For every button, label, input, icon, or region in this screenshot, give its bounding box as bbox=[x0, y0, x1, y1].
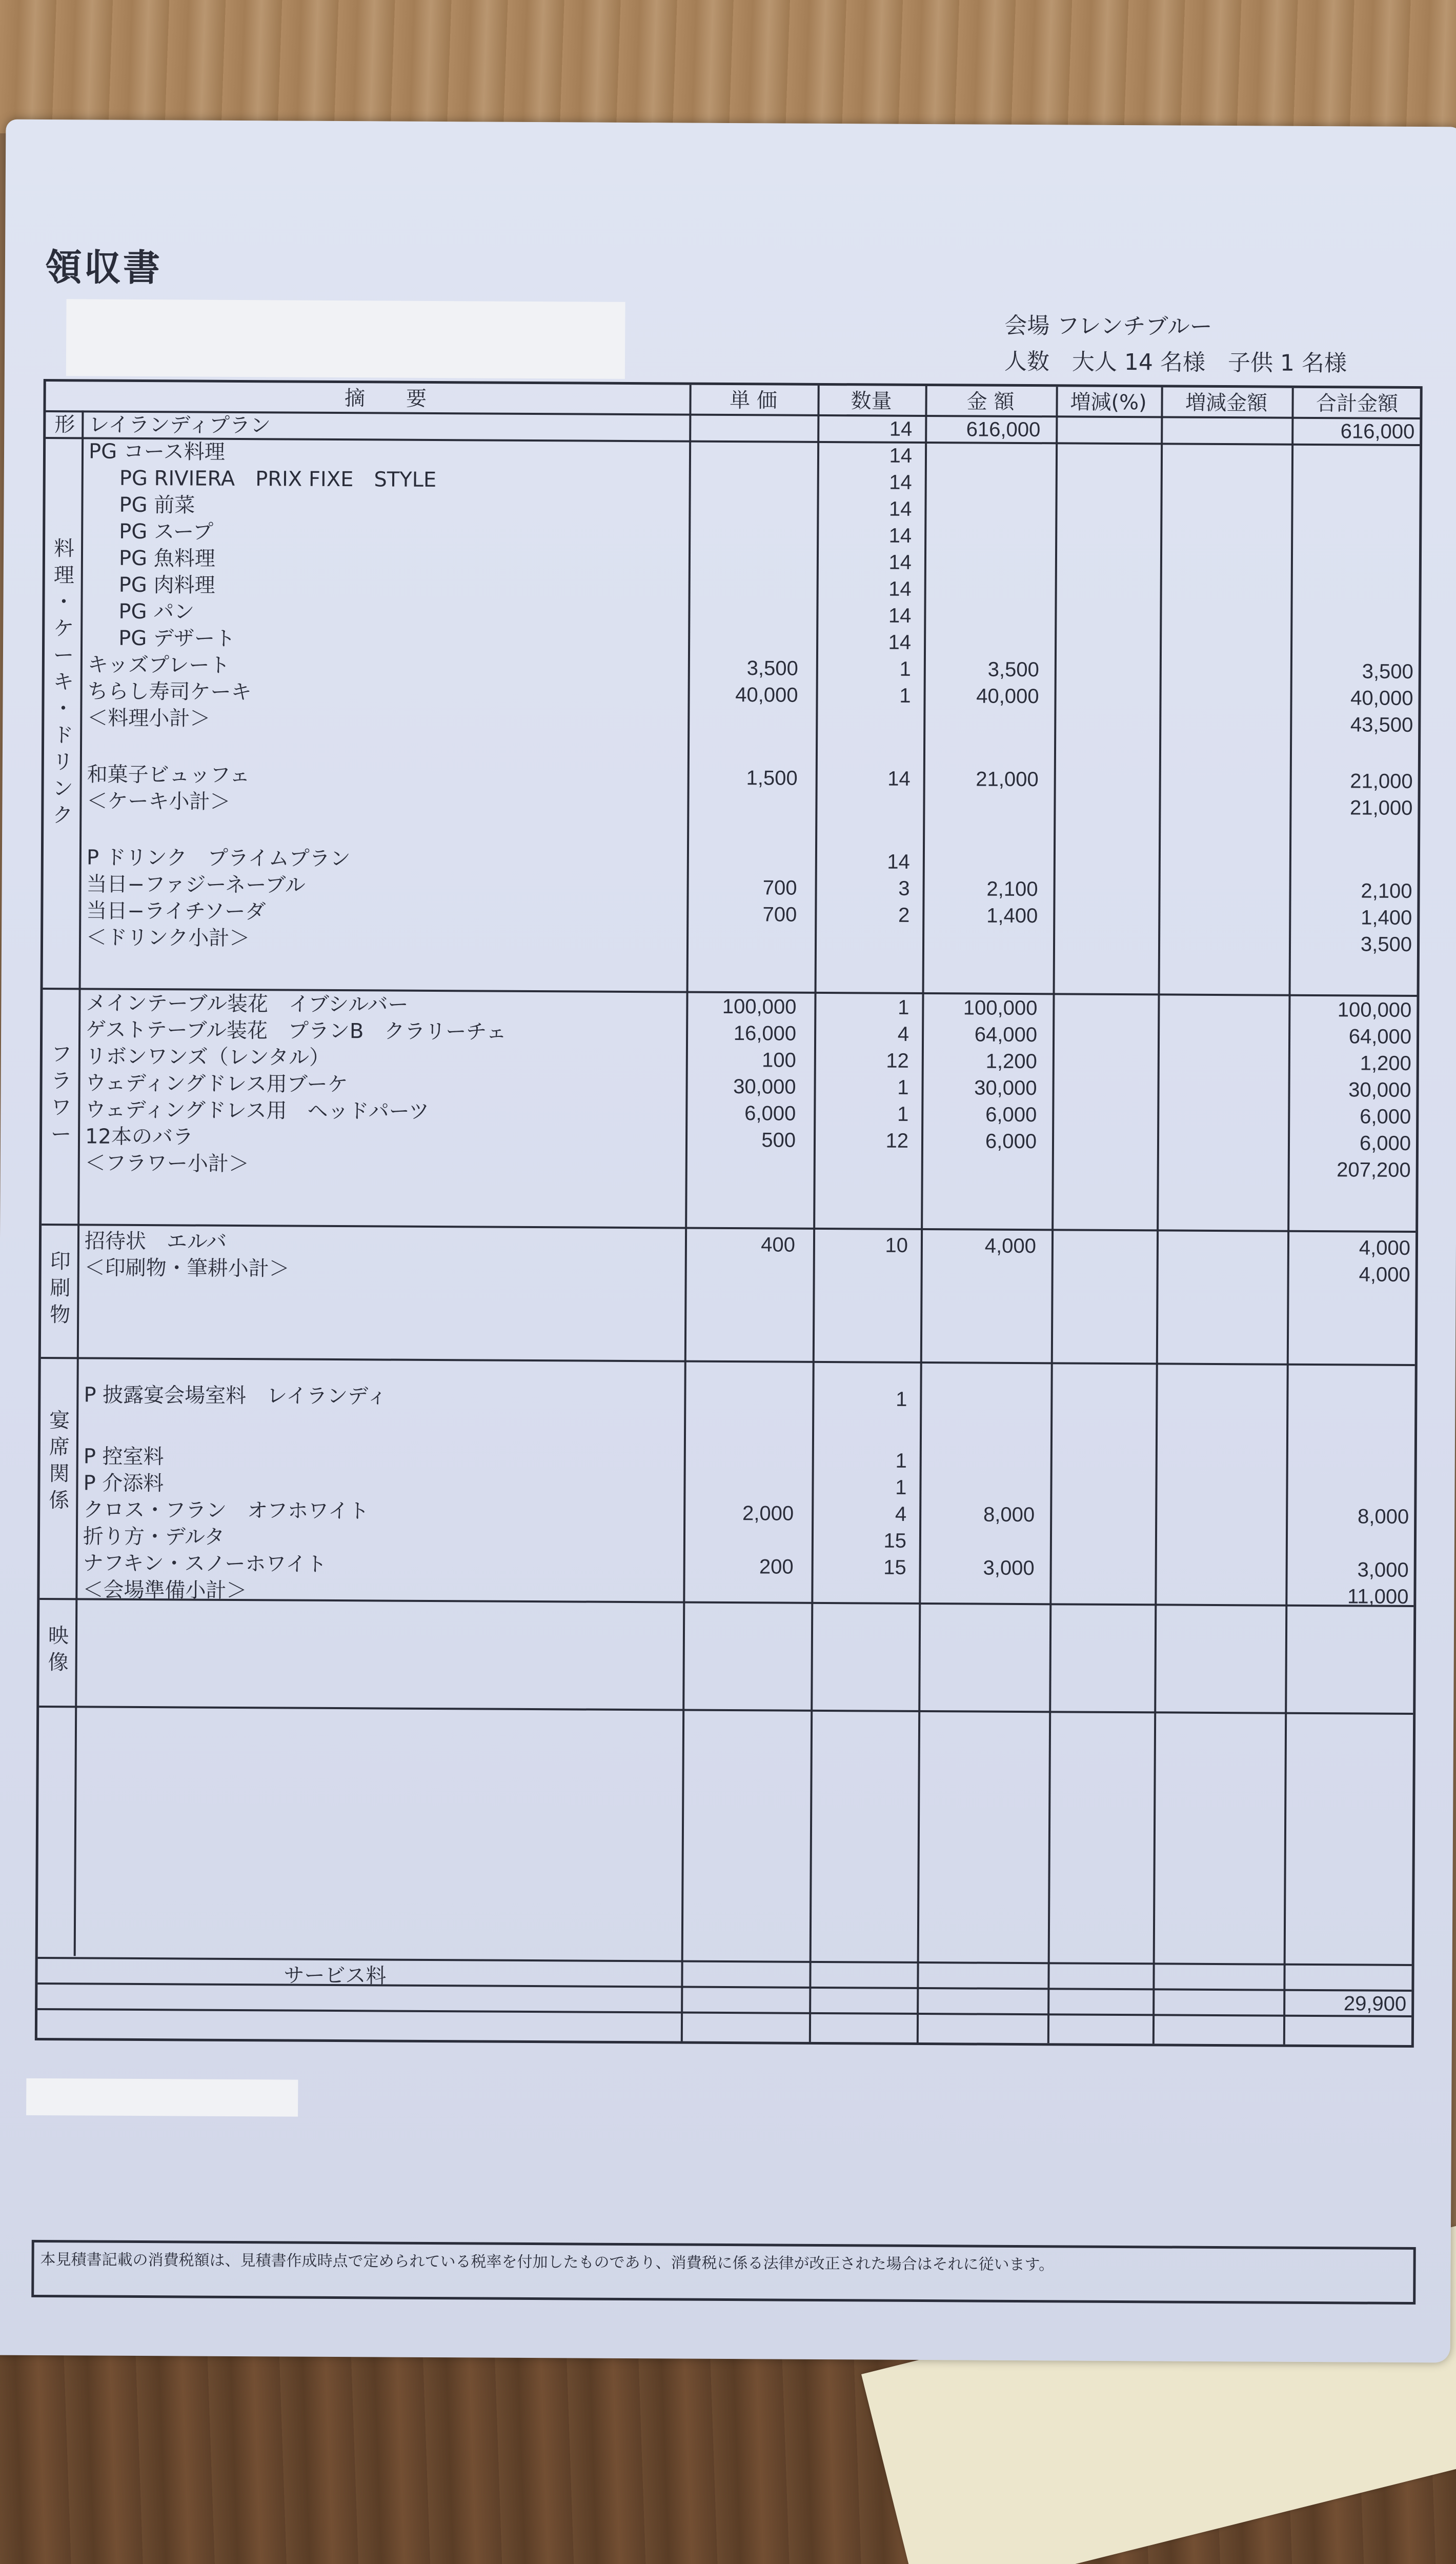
redacted-footer bbox=[26, 2078, 298, 2117]
col-divider bbox=[681, 385, 692, 2041]
item-description: 招待状 エルバ bbox=[84, 1229, 227, 1254]
item-description: 当日−ファジーネーブル bbox=[86, 872, 306, 897]
col-divider bbox=[1047, 387, 1058, 2043]
item-description: 当日−ライチソーダ bbox=[86, 899, 266, 924]
item-quantity: 1 bbox=[897, 1103, 909, 1126]
header-adj: 増減金額 bbox=[1185, 391, 1268, 415]
item-description: メインテーブル装花 イブシルバー bbox=[86, 991, 409, 1017]
item-amount bbox=[925, 1474, 1035, 1475]
item-unit-price bbox=[694, 548, 799, 549]
item-quantity: 1 bbox=[895, 1476, 907, 1499]
item-total: 40,000 bbox=[1350, 687, 1413, 710]
item-quantity: 1 bbox=[899, 684, 911, 707]
row-divider bbox=[39, 1706, 1413, 1715]
service-charge-label: サービス料 bbox=[284, 1964, 387, 1988]
item-description: PG スープ bbox=[119, 519, 214, 544]
item-quantity: 4 bbox=[895, 1503, 907, 1526]
item-amount: 64,000 bbox=[974, 1023, 1038, 1047]
category-video: 映 像 bbox=[48, 1624, 69, 1675]
item-unit-price: 700 bbox=[762, 903, 797, 926]
item-quantity: 12 bbox=[885, 1129, 909, 1152]
receipt-table bbox=[35, 379, 1423, 2048]
item-description: PG 魚料理 bbox=[118, 546, 215, 571]
wood-background-top bbox=[0, 0, 1456, 133]
item-amount: 1,400 bbox=[986, 904, 1038, 928]
category-plan: 形 bbox=[54, 413, 75, 437]
item-amount bbox=[925, 1386, 1036, 1387]
item-description: 折り方・デルタ bbox=[83, 1525, 225, 1549]
item-total: 3,500 bbox=[1360, 933, 1412, 956]
item-total: 100,000 bbox=[1337, 998, 1412, 1021]
item-quantity: 15 bbox=[883, 1556, 906, 1579]
item-total: 3,500 bbox=[1362, 660, 1413, 683]
item-quantity: 14 bbox=[888, 604, 912, 627]
header-amount: 金 額 bbox=[966, 390, 1015, 414]
item-total: 4,000 bbox=[1359, 1263, 1410, 1286]
category-print: 印 刷 物 bbox=[50, 1250, 71, 1327]
item-description: ＜会場準備小計＞ bbox=[83, 1578, 247, 1603]
item-quantity: 1 bbox=[898, 996, 909, 1019]
item-total: 43,500 bbox=[1350, 713, 1413, 736]
category-banquet: 宴 席 関 係 bbox=[49, 1409, 70, 1513]
header-total: 合計金額 bbox=[1316, 391, 1399, 416]
item-amount: 1,200 bbox=[985, 1050, 1037, 1073]
tax-note-box bbox=[31, 2240, 1416, 2305]
item-amount: 3,500 bbox=[987, 658, 1039, 682]
item-amount: 4,000 bbox=[984, 1234, 1037, 1258]
item-unit-price bbox=[694, 468, 799, 469]
category-flower: フ ラ ワ ー bbox=[50, 1043, 72, 1147]
header-qty: 数量 bbox=[851, 389, 892, 413]
item-description: ＜フラワー小計＞ bbox=[85, 1151, 249, 1176]
item-description: PG 肉料理 bbox=[118, 573, 215, 597]
redacted-name bbox=[66, 299, 625, 379]
item-unit-price bbox=[690, 1385, 795, 1386]
item-total bbox=[1292, 1388, 1410, 1389]
item-unit-price: 1,500 bbox=[746, 767, 798, 790]
item-unit-price: 2,000 bbox=[742, 1502, 794, 1525]
item-quantity: 14 bbox=[888, 524, 912, 547]
item-amount: 30,000 bbox=[974, 1076, 1037, 1100]
item-description: P 介添料 bbox=[83, 1471, 164, 1496]
item-quantity: 14 bbox=[888, 497, 912, 520]
item-description: ちらし寿司ケーキ bbox=[87, 679, 252, 705]
item-amount: 8,000 bbox=[983, 1503, 1035, 1527]
document-title: 領収書 bbox=[45, 245, 163, 290]
item-description: PG デザート bbox=[118, 626, 236, 651]
item-description: レイランディプラン bbox=[89, 413, 271, 438]
item-description: P ドリンク プライムプラン bbox=[86, 846, 351, 871]
item-quantity: 1 bbox=[899, 657, 911, 680]
item-quantity: 1 bbox=[897, 1076, 909, 1099]
item-unit-price: 400 bbox=[761, 1233, 796, 1256]
item-total: 8,000 bbox=[1357, 1505, 1409, 1528]
item-unit-price: 3,500 bbox=[746, 657, 798, 680]
item-description: PG RIVIERA PRIX FIXE STYLE bbox=[119, 466, 437, 492]
service-charge-total: 29,900 bbox=[1343, 1992, 1407, 2015]
item-amount: 2,100 bbox=[986, 877, 1038, 901]
item-quantity: 1 bbox=[896, 1388, 907, 1411]
item-total: 6,000 bbox=[1360, 1105, 1411, 1128]
item-quantity: 14 bbox=[888, 631, 912, 654]
item-amount: 21,000 bbox=[976, 768, 1039, 791]
row-divider bbox=[41, 1357, 1415, 1366]
item-total: 207,200 bbox=[1337, 1158, 1411, 1181]
header-unit: 単 価 bbox=[730, 388, 778, 413]
item-quantity: 14 bbox=[887, 850, 910, 873]
col-divider bbox=[1283, 388, 1294, 2045]
item-unit-price bbox=[693, 628, 798, 629]
item-description: ＜ケーキ小計＞ bbox=[87, 789, 231, 814]
item-description: ＜印刷物・筆耕小計＞ bbox=[84, 1256, 290, 1281]
header-desc: 摘 要 bbox=[344, 387, 427, 411]
col-divider bbox=[809, 386, 820, 2042]
item-quantity: 14 bbox=[889, 444, 913, 467]
item-description: ＜ドリンク小計＞ bbox=[86, 926, 250, 951]
guest-count: 人数 大人 14 名様 子供 1 名様 bbox=[1004, 348, 1347, 377]
item-description: P 披露宴会場室料 レイランディ bbox=[84, 1383, 388, 1409]
item-amount: 40,000 bbox=[976, 685, 1039, 708]
item-total: 6,000 bbox=[1359, 1132, 1411, 1155]
item-quantity: 4 bbox=[897, 1023, 909, 1046]
item-total: 4,000 bbox=[1359, 1236, 1411, 1259]
item-quantity: 14 bbox=[888, 551, 912, 574]
item-total: 30,000 bbox=[1348, 1078, 1411, 1101]
item-quantity: 1 bbox=[895, 1449, 907, 1472]
item-total: 616,000 bbox=[1340, 420, 1415, 443]
item-description: PG 前菜 bbox=[119, 493, 195, 517]
item-description: PG パン bbox=[118, 599, 195, 624]
item-total: 21,000 bbox=[1349, 796, 1413, 819]
item-quantity: 15 bbox=[883, 1529, 907, 1552]
item-total: 1,400 bbox=[1361, 906, 1412, 929]
item-quantity: 14 bbox=[889, 417, 913, 440]
item-total: 1,200 bbox=[1360, 1052, 1411, 1075]
item-unit-price: 40,000 bbox=[735, 684, 798, 707]
tax-note: 本見積書記載の消費税額は、見積書作成時点で定められている税率を付加したものであり、消費税に係る法律が改正された場合はそれに従います。 bbox=[40, 2251, 1055, 2274]
item-unit-price: 16,000 bbox=[733, 1022, 797, 1045]
item-quantity: 3 bbox=[898, 877, 910, 900]
venue-label: 会場 フレンチブルー bbox=[1004, 312, 1212, 340]
item-description: ゲストテーブル装花 プランB クラリーチェ bbox=[86, 1018, 507, 1044]
item-quantity: 14 bbox=[889, 471, 912, 494]
item-quantity: 2 bbox=[898, 904, 910, 927]
item-unit-price: 100 bbox=[761, 1049, 796, 1072]
item-description: リボンワンズ（レンタル） bbox=[85, 1045, 330, 1070]
item-unit-price: 200 bbox=[759, 1555, 794, 1578]
item-unit-price: 6,000 bbox=[744, 1102, 796, 1125]
item-amount bbox=[929, 549, 1040, 550]
row-divider bbox=[37, 1982, 1411, 1992]
item-amount: 6,000 bbox=[985, 1130, 1037, 1153]
item-total: 2,100 bbox=[1361, 879, 1412, 903]
item-description: ＜料理小計＞ bbox=[87, 706, 211, 731]
item-amount: 100,000 bbox=[963, 996, 1038, 1020]
item-unit-price bbox=[689, 1473, 794, 1474]
item-description: ウェディングドレス用 ヘッドパーツ bbox=[85, 1098, 430, 1124]
item-description: ウェディングドレス用ブーケ bbox=[85, 1071, 348, 1097]
item-total bbox=[1297, 471, 1414, 472]
item-description: ナフキン・スノーホワイト bbox=[83, 1551, 327, 1576]
item-description: キッズプレート bbox=[87, 653, 230, 677]
item-description: PG コース料理 bbox=[88, 439, 226, 464]
item-amount bbox=[930, 469, 1040, 470]
item-unit-price: 30,000 bbox=[733, 1075, 796, 1098]
row-divider bbox=[37, 2008, 1411, 2017]
item-total: 64,000 bbox=[1348, 1025, 1412, 1048]
item-description: P 控室料 bbox=[83, 1445, 164, 1469]
item-unit-price: 500 bbox=[761, 1129, 796, 1152]
item-total bbox=[1296, 631, 1413, 632]
item-quantity: 14 bbox=[887, 767, 911, 790]
item-amount: 616,000 bbox=[966, 418, 1041, 442]
col-divider bbox=[917, 386, 927, 2042]
item-description: 12本のバラ bbox=[85, 1125, 194, 1149]
item-unit-price: 700 bbox=[762, 876, 797, 899]
row-divider bbox=[38, 1957, 1412, 1966]
item-total bbox=[1291, 1476, 1409, 1477]
item-description: 和菓子ビュッフェ bbox=[87, 763, 250, 788]
item-total: 3,000 bbox=[1357, 1558, 1409, 1581]
item-amount: 3,000 bbox=[983, 1556, 1035, 1580]
receipt-sheet bbox=[0, 119, 1456, 2363]
item-unit-price: 100,000 bbox=[722, 995, 797, 1018]
item-total bbox=[1296, 551, 1414, 552]
header-rate: 増減(%) bbox=[1070, 390, 1147, 415]
col-divider bbox=[1152, 387, 1163, 2044]
category-food: 料 理 ・ ケ ー キ ・ ド リ ン ク bbox=[52, 537, 75, 828]
item-quantity: 10 bbox=[885, 1234, 908, 1257]
item-description: クロス・フラン オフホワイト bbox=[83, 1498, 369, 1524]
item-total: 11,000 bbox=[1347, 1585, 1409, 1608]
item-amount bbox=[929, 629, 1039, 630]
item-quantity: 14 bbox=[888, 577, 912, 600]
item-quantity: 12 bbox=[886, 1049, 909, 1072]
item-amount: 6,000 bbox=[985, 1103, 1037, 1127]
item-total: 21,000 bbox=[1350, 770, 1413, 793]
